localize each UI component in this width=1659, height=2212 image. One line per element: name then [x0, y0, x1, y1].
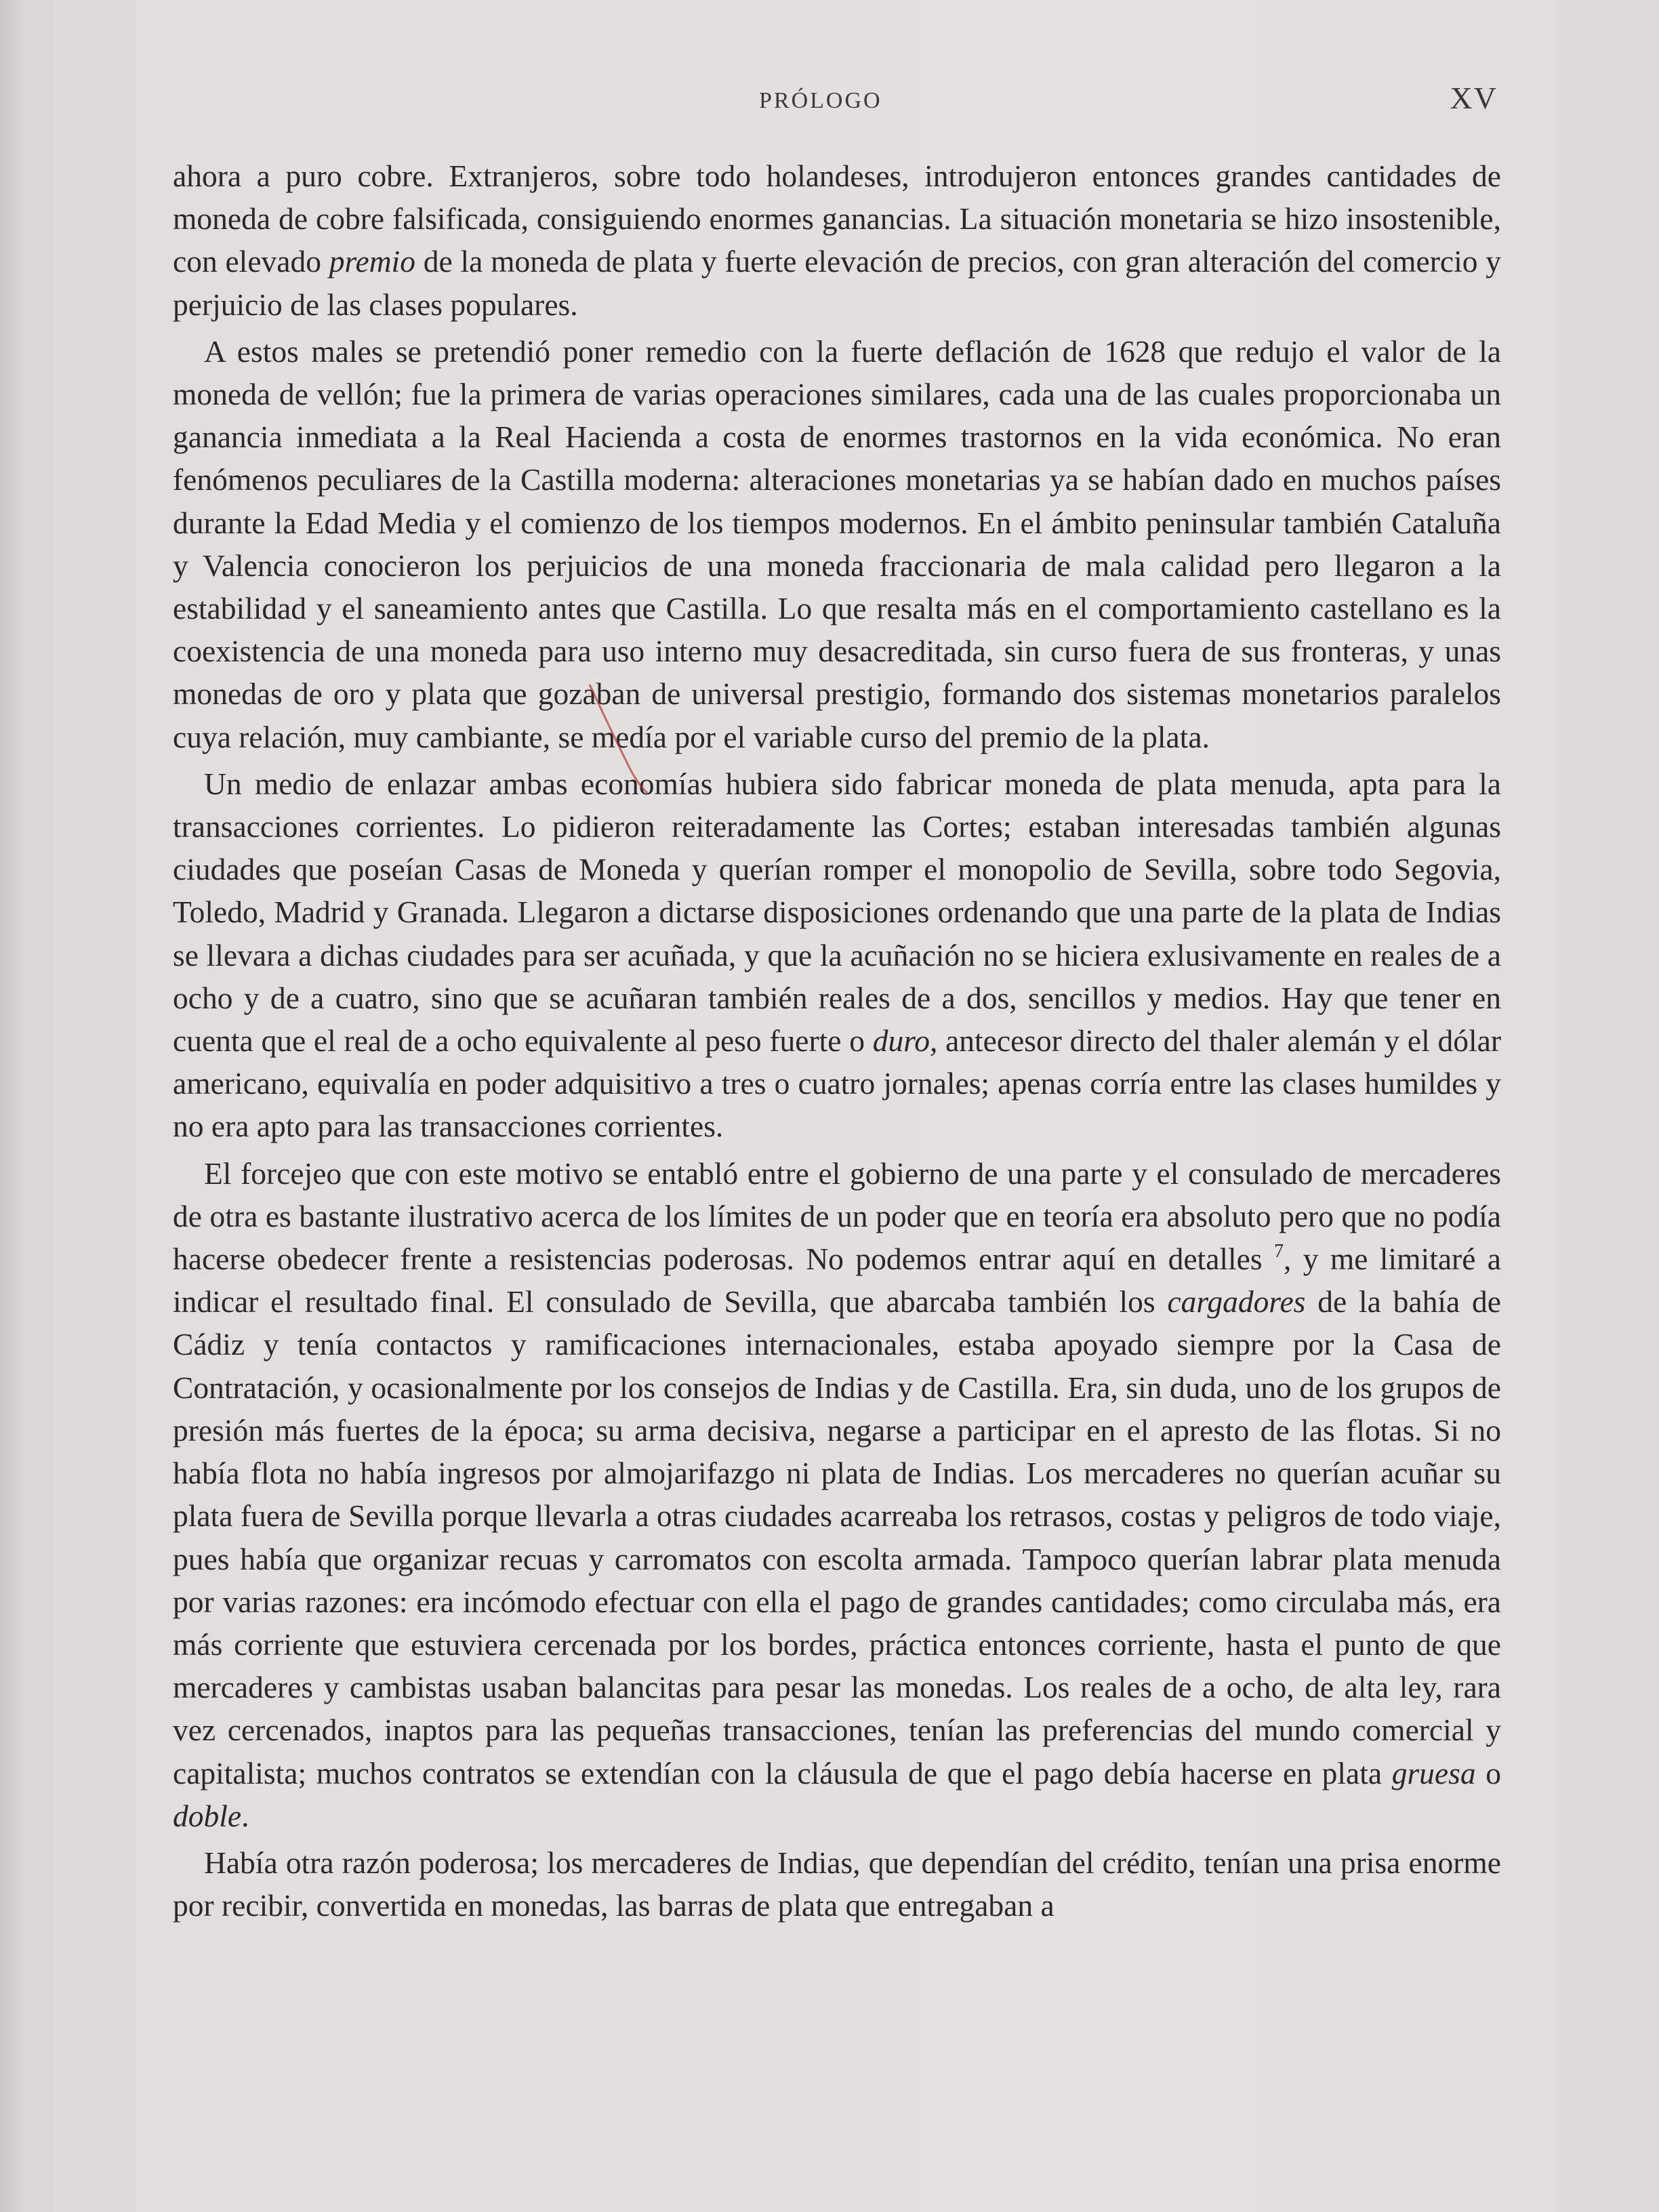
running-head: PRÓLOGO [759, 88, 882, 113]
paragraph-3: Un medio de enlazar ambas economías hubiera sido fabricar moneda de plata menuda, apta para la transacciones corrientes. Lo pidieron reiteradamente las Cortes; estaban interesadas también algunas ciudades que poseían Casas de Moneda y querían romper el monopolio de Sevilla, sobre todo Segovia, Toledo, Madrid y Granada. Llegaron a dictarse disposiciones ordenando que una parte de la plata de Indias se llevara a dichas ciudades para ser acuñada, y que la acuñación no se hiciera exlusivamente en reales de a ocho y de a cuatro, sino que se acuñaran también reales de a dos, sencillos y medios. Hay que tener en cuenta que el real de a ocho equivalente al peso fuerte o duro, antecesor directo del thaler alemán y el dólar americano, equivalía en poder adquisitivo a tres o cuatro jornales; apenas corría entre las clases humildes y no era apto para las transacciones corrientes. [173, 766, 1501, 1144]
paragraph-2: A estos males se pretendió poner remedio con la fuerte deflación de 1628 que redujo el valor de la moneda de vellón; fue la primera de varias operaciones similares, cada una de las cuales proporcionaba un ganancia inmediata a la Real Hacienda a costa de enormes trastornos en la vida económica. No eran fenómenos peculiares de la Castilla moderna: alteraciones monetarias ya se habían dado en muchos países durante la Edad Media y el comienzo de los tiempos modernos. En el ámbito peninsular también Cataluña y Valencia conocieron los perjuicios de una moneda fraccionaria de mala calidad pero llegaron a la estabilidad y el saneamiento antes que Castilla. Lo que resalta más en el comportamiento castellano es la coexistencia de una moneda para uso interno muy desacreditada, sin curso fuera de sus fronteras, y unas monedas de oro y plata que gozaban de universal prestigio, formando dos sistemas monetarios paralelos cuya relación, muy cambiante, se medía por el variable curso del premio de la plata. [173, 333, 1501, 754]
pen-mark [583, 681, 664, 796]
footnote-reference: 7 [1273, 1241, 1284, 1263]
page-number: XV [1450, 81, 1498, 115]
italic-term: gruesa [1391, 1755, 1476, 1790]
italic-term: cargadores [1167, 1284, 1306, 1319]
page-header [169, 80, 1498, 121]
italic-term: premio [329, 244, 415, 279]
paragraph-4: El forcejeo que con este motivo se entabló entre el gobierno de una parte y el consulado de mercaderes de otra es bastante ilustrativo acerca de los límites de un poder que en teoría era absoluto pero que no podía hacerse obedecer frente a resistencias poderosas. No podemos entrar aquí en detalles $^7$, y me limitaré a indicar el resultado final. El consulado de Sevilla, que abarcaba también los cargadores de la bahía de Cádiz y tenía contactos y ramificaciones internacionales, estaba apoyado siempre por la Casa de Contratación, y ocasionalmente por los consejos de Indias y de Castilla. Era, sin duda, uno de los grupos de presión más fuertes de la época; su arma decisiva, negarse a participar en el apresto de las flotas. Si no había flota no había ingresos por almojarifazgo ni plata de Indias. Los mercaderes no querían acuñar su plata fuera de Sevilla porque llevarla a otras ciudades acarreaba los retrasos, costas y peligros de todo viaje, pues había que organizar recuas y carromatos con escolta armada. Tampoco querían labrar plata menuda por varias razones: era incómodo efectuar con ella el pago de grandes cantidades; como circulaba más, era más corriente que estuviera cercenada por los bordes, práctica entonces corriente, hasta el punto de que mercaderes y cambistas usaban balancitas para pesar las monedas. Los reales de a ocho, de alta ley, rara vez cercenados, inaptos para las pequeñas transacciones, tenían las preferencias del mundo comercial y capitalista; muchos contratos se extendían con la cláusula de que el pago debía hacerse en plata gruesa o doble. [173, 1155, 1502, 1833]
paragraph-1: ahora a puro cobre. Extranjeros, sobre todo holandeses, introdujeron entonces grandes cantidades de moneda de cobre falsificada, consiguiendo enormes ganancias. La situación monetaria se hizo insostenible, con elevado premio de la moneda de plata y fuerte elevación de precios, con gran alteración del comercio y perjuicio de las clases populares. [173, 159, 1501, 322]
italic-term: doble [173, 1798, 242, 1833]
paragraph-5: Había otra razón poderosa; los mercaderes de Indias, que dependían del crédito, tenían una prisa enorme por recibir, convertida en monedas, las barras de plata que entregaban a [173, 1845, 1501, 1923]
italic-term: duro, [872, 1023, 938, 1059]
body-text [173, 155, 1501, 1931]
